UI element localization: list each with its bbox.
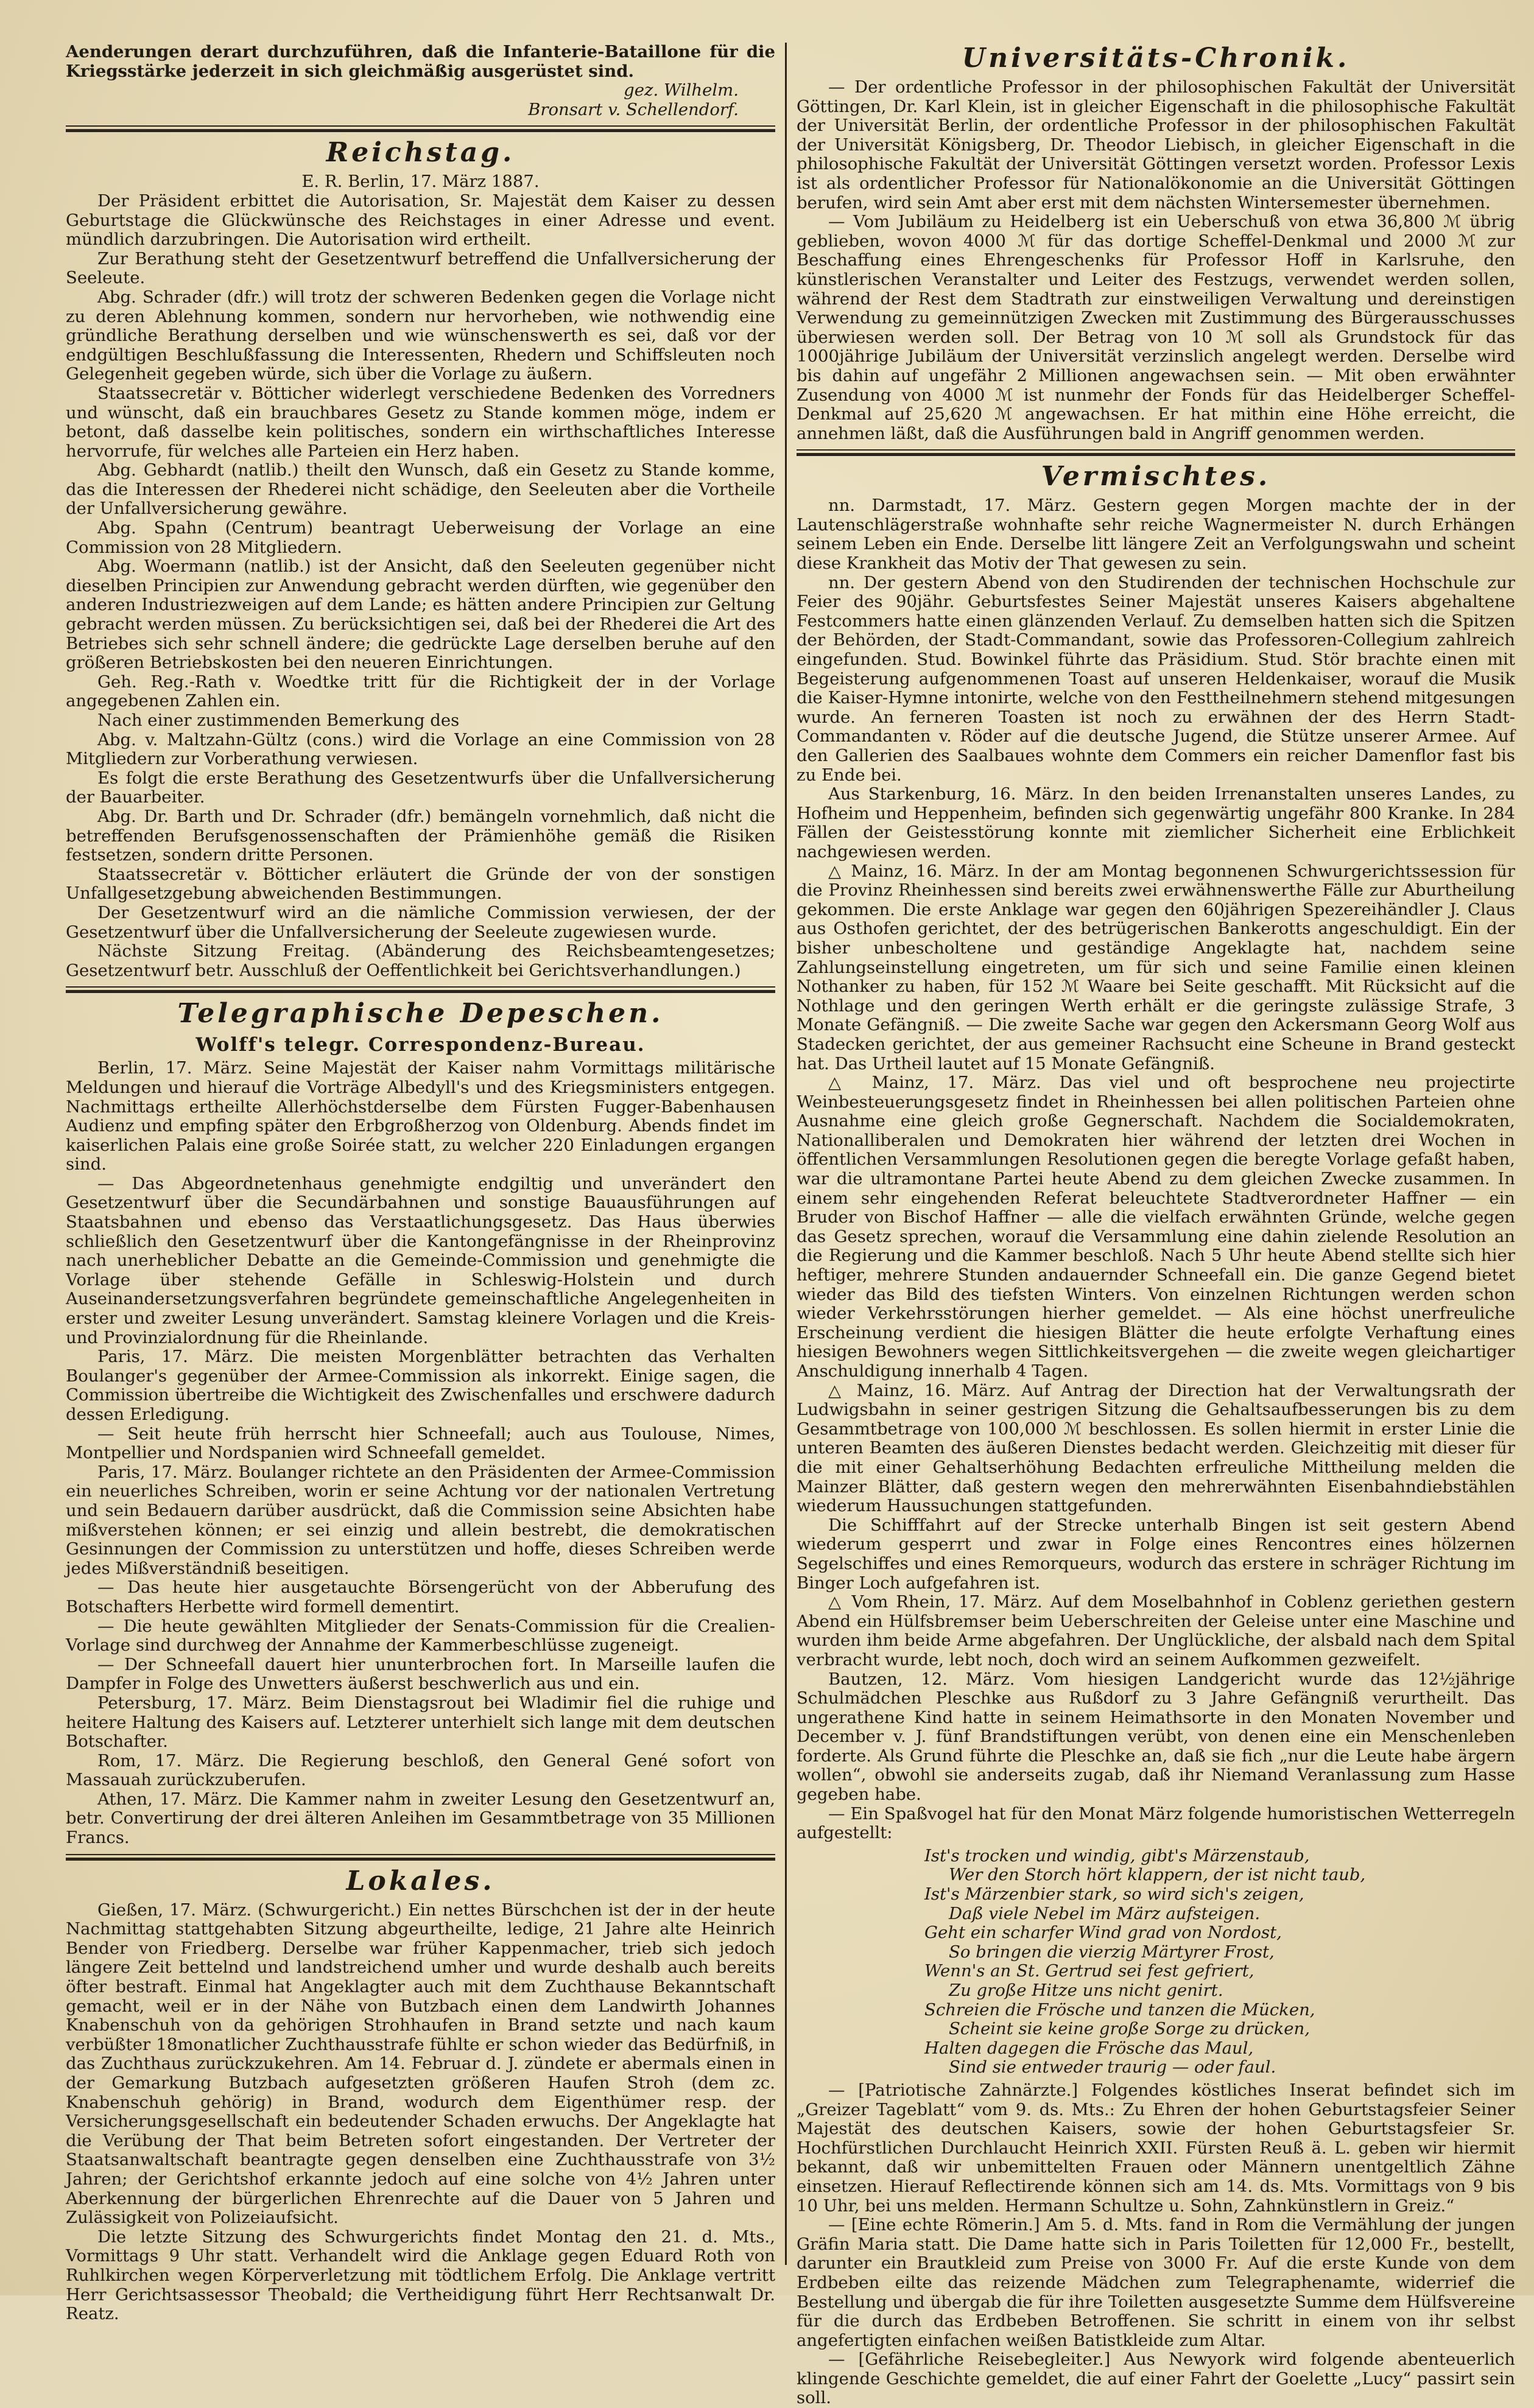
article-paragraph: Geh. Reg.-Rath v. Woedtke tritt für die Richtigkeit der in der Vorlage angegebenen Zahlen ein. (66, 672, 775, 711)
poem-line: Sind sie entweder traurig — oder faul. (949, 2057, 1276, 2077)
telegraph-heading: Telegraphische Depeschen. (177, 998, 664, 1030)
article-paragraph: Berlin, 17. März. Seine Majestät der Kaiser nahm Vormittags militärische Meldungen und hierauf die Vorträge Albedyll's und des Kriegsministers entgegen. Nachmittags ertheilte Allerhöchstderselbe dem Fürsten Fugger-Babenhausen Audienz und empfing später den Erbgroßherzog von Oldenburg. Abends findet im kaiserlichen Palais eine große Soirée statt, zu welcher 220 Einladungen ergangen sind. (66, 1058, 775, 1174)
telegraph-subheading: Wolff's telegr. Correspondenz-Bureau. (195, 1034, 646, 1056)
article-paragraph: Abg. Schrader (dfr.) will trotz der schweren Bedenken gegen die Vorlage nicht zu deren Ablehnung kommen, sondern nur hervorheben, wie nothwendig eine gründliche Berathung derselben und wie wünschenswerth es sei, daß vor der endgültigen Beschlußfassung die Interessenten, Rhedern und Schiffsleuten noch Gelegenheit gegeben würde, sich über die Vorlage zu äußern. (66, 287, 775, 384)
article-paragraph: — Seit heute früh herrscht hier Schneefall; auch aus Toulouse, Nimes, Montpellier und Nordspanien wird Schneefall gemeldet. (66, 1423, 775, 1463)
article-paragraph: △ Mainz, 16. März. Auf Antrag der Direction hat der Verwaltungsrath der Ludwigsbahn in seiner gestrigen Sitzung die Gehaltsaufbesserungen bis zu dem Gesammtbetrage von 100,000 ℳ beschlossen. Es sollen hiermit in erster Linie die unteren Beamten des äußeren Dienstes bedacht werden. Gleichzeitig mit dieser für die mit einer Gehaltserhöhung Bedachten erfreuliche Mittheilung melden die Mainzer Blätter, daß gestern wegen den mehrerwähnten Eisenbahndiebstählen wiederum Haussuchungen stattgefunden. (797, 1380, 1515, 1516)
signature-line-2: Bronsart v. Schellendorf. (528, 99, 739, 119)
article-paragraph: △ Vom Rhein, 17. März. Auf dem Moselbahnhof in Coblenz geriethen gestern Abend ein Hülfsbremser beim Ueberschreiten der Geleise unter eine Maschine und wurden ihm beide Arme abgefahren. Der Unglückliche, der alsbald nach dem Spital verbracht wurde, lebt noch, doch wird an seinem Aufkommen gezweifelt. (797, 1592, 1515, 1669)
section-divider (66, 986, 775, 993)
column-rule (785, 43, 787, 2265)
article-paragraph: nn. Der gestern Abend von den Studirenden der technischen Hochschule zur Feier des 90jähr. Geburtsfestes Seiner Majestät unseres Kaisers abgehaltene Festcommers hatte einen glänzenden Verlauf. Zu demselben hatten sich die Spitzen der Behörden, der Stadt-Commandant, sowie das Professoren-Collegium zahlreich eingefunden. Stud. Bowinkel führte das Präsidium. Stud. Stör brachte einen mit Begeisterung aufgenommenen Toast auf unseren Heldenkaiser, worauf die Musik die Kaiser-Hymne intonirte, welche von den Festtheilnehmern stehend mitgesungen wurde. An ferneren Toasten ist noch zu erwähnen der des Herrn Stadt-Commandanten v. Röder auf die deutsche Jugend, die Stütze unserer Armee. Auf den Gallerien des Saalbaues wohnte dem Commers ein reicher Damenflor fast bis zu Ende bei. (797, 572, 1515, 785)
poem-line: So bringen die vierzig Märtyrer Frost, (949, 1942, 1275, 1962)
poem-line: Ist's trocken und windig, gibt's Märzenstaub, (924, 1845, 1310, 1866)
signature-line-1: gez. Wilhelm. (624, 80, 739, 100)
lokales-body (66, 1901, 775, 2324)
poem-line: Geht ein scharfer Wind grad von Nordost, (924, 1923, 1282, 1943)
article-paragraph: — Der ordentliche Professor in der philosophischen Fakultät der Universität Göttingen, Dr. Karl Klein, ist in gleicher Eigenschaft in die philosophische Fakultät der Universität Berlin, der ordentliche Professor in der philosophischen Fakultät der Universität Königsberg, Dr. Theodor Liebisch, in gleicher Eigenschaft in die philosophische Fakultät der Universität Göttingen versetzt worden. Professor Lexis ist als ordentlicher Professor für Nationalökonomie an die Universität Göttingen berufen, wird sein Amt aber erst mit dem nächsten Wintersemester übernehmen. (797, 77, 1515, 212)
article-paragraph: nn. Darmstadt, 17. März. Gestern gegen Morgen machte der in der Lautenschlägerstraße wohnhafte sehr reiche Wagnermeister N. durch Erhängen seinem Leben ein Ende. Derselbe litt längere Zeit an Verfolgungswahn und scheint diese Krankheit das Motiv der That gewesen zu sein. (797, 496, 1515, 574)
chronik-heading: Universitäts-Chronik. (962, 43, 1350, 74)
article-paragraph: Die Schifffahrt auf der Strecke unterhalb Bingen ist seit gestern Abend wiederum gesperrt und zwar in Folge eines Rencontres eines hölzernen Segelschiffes und eines Remorqueurs, wodurch das erstere in schräger Richtung im Binger Loch aufgefahren ist. (797, 1515, 1515, 1593)
article-paragraph: — Das Abgeordnetenhaus genehmigte endgiltig und unverändert den Gesetzentwurf über die Secundärbahnen und sonstige Bauausführungen auf Staatsbahnen und ebenso das Verstaatlichungsgesetz. Das Haus überwies schließlich den Gesetzentwurf über die Kantongefängnisse in der Rheinprovinz nach unerheblicher Debatte an die Gemeinde-Commission und genehmigte die Vorlage über stehende Gefälle in Schleswig-Holstein und durch Auseinandersetzungsverfahren begründete gemeinschaftliche Angelegenheiten in erster und zweiter Lesung unverändert. Samstag kleinere Vorlagen und die Kreis- und Provinzialordnung für die Rheinlande. (66, 1173, 775, 1347)
article-paragraph: — [Eine echte Römerin.] Am 5. d. Mts. fand in Rom die Vermählung der jungen Gräfin Maria statt. Die Dame hatte sich in Paris Toiletten für 12,000 Fr., bestellt, darunter ein Brautkleid zum Preise von 3000 Fr. Auf die erste Kunde von dem Erdbeben eilte das reizende Mädchen zum Telegraphenamte, widerrief die Bestellung und übergab die für ihre Toiletten ausgesetzte Summe dem Hülfsvereine für die durch das Erdbeben Betroffenen. Sie schritt in einem von ihr selbst angefertigten einfachen weißen Batistkleide zum Altar. (797, 2215, 1515, 2350)
article-paragraph: Petersburg, 17. März. Beim Dienstagsrout bei Wladimir fiel die ruhige und heitere Haltung des Kaisers auf. Letzterer unterhielt sich lange mit dem deutschen Botschafter. (66, 1693, 775, 1752)
section-divider (66, 1854, 775, 1861)
article-paragraph: Rom, 17. März. Die Regierung beschloß, den General Gené sofort von Massauah zurückzuberufen. (66, 1750, 775, 1790)
poem-line: Wer den Storch hört klappern, der ist nicht taub, (949, 1865, 1366, 1885)
article-paragraph: Abg. v. Maltzahn-Gültz (cons.) wird die Vorlage an eine Commission von 28 Mitgliedern zur Vorberathung verwiesen. (66, 729, 775, 769)
intro-text: Aenderungen derart durchzuführen, daß die Infanterie-Bataillone für die Kriegsstärke jederzeit in sich gleichmäßig ausgerüstet sind. (66, 42, 775, 81)
vermischtes-heading: Vermischtes. (1041, 461, 1271, 493)
vermischtes-body (797, 496, 1515, 1843)
article-paragraph: Nach einer zustimmenden Bemerkung des (97, 711, 460, 730)
right-column (797, 43, 1515, 2408)
article-paragraph: Staatssecretär v. Bötticher erläutert die Gründe der von der sonstigen Unfallgesetzgebung abweichenden Bestimmungen. (66, 864, 775, 904)
article-paragraph: — Der Schneefall dauert hier ununterbrochen fort. In Marseille laufen die Dampfer in Folge des Unwetters äußerst beschwerlich aus und ein. (66, 1654, 775, 1694)
article-paragraph: — Das heute hier ausgetauchte Börsengerücht von der Abberufung des Botschafters Herbette wird formell dementirt. (66, 1578, 775, 1616)
poem-line: Daß viele Nebel im März aufsteigen. (949, 1903, 1261, 1923)
article-paragraph: Die letzte Sitzung des Schwurgerichts findet Montag den 21. d. Mts., Vormittags 9 Uhr statt. Verhandelt wird die Anklage gegen Eduard Roth von Ruhlkirchen wegen Körperverletzung mit tödtlichem Erfolg. Die Anklage vertritt Herr Gerichtsassessor Theobald; die Vertheidigung führt Herr Rechtsanwalt Dr. Reatz. (66, 2227, 775, 2324)
section-divider (797, 449, 1515, 456)
article-paragraph: Abg. Gebhardt (natlib.) theilt den Wunsch, daß ein Gesetz zu Stande komme, das die Interessen der Rhederei nicht schädige, den Seeleuten aber die Vortheile der Unfallversicherung gewähre. (66, 460, 775, 519)
article-paragraph: — [Patriotische Zahnärzte.] Folgendes köstliches Inserat befindet sich im „Greizer Tageblatt“ vom 9. ds. Mts.: Zu Ehren der hohen Geburtstagsfeier Seiner Majestät des deutschen Kaisers, sowie der hohen Geburtstagsfeier Sr. Hochfürstlichen Durchlaucht Heinrich XXII. Fürsten Reuß ä. L. geben wir hiermit bekannt, daß wir unbemittelten Frauen oder Männern unentgeltlich Zähne einsetzen. Hierauf Reflectirende können sich am 14. ds. Mts. Vormittags von 9 bis 10 Uhr, bei uns melden. Hermann Schultze u. Sohn, Zahnkünstlern in Greiz.“ (797, 2080, 1515, 2216)
article-paragraph: Aus Starkenburg, 16. März. In den beiden Irrenanstalten unseres Landes, zu Hofheim und Heppenheim, befinden sich gegenwärtig ungefähr 800 Kranke. In 284 Fällen der Geistesstörung konnte mit ziemlicher Sicherheit eine Erblichkeit nachgewiesen werden. (797, 784, 1515, 862)
left-column (66, 42, 775, 2324)
article-paragraph: Zur Berathung steht der Gesetzentwurf betreffend die Unfallversicherung der Seeleute. (66, 248, 775, 288)
vermischtes-body-continued (797, 2081, 1515, 2408)
article-paragraph: Paris, 17. März. Boulanger richtete an den Präsidenten der Armee-Commission ein neuerliches Schreiben, worin er seine Achtung vor der nationalen Vertretung und sein Bedauern darüber ausdrückt, daß die Commission seine Absichten habe mißverstehen können; er sei einzig und allein bestrebt, die demokratischen Gesinnungen der Commission zu unterstützen und hoffe, dieses Schreiben werde jedes Mißverständniß beseitigen. (66, 1462, 775, 1578)
poem-line: Scheint sie keine große Sorge zu drücken, (949, 2019, 1310, 2039)
lokales-heading: Lokales. (346, 1865, 495, 1897)
poem-line: Schreien die Frösche und tanzen die Mücken, (924, 1999, 1315, 2020)
intro-signature (66, 81, 775, 119)
article-paragraph: Athen, 17. März. Die Kammer nahm in zweiter Lesung den Gesetzentwurf an, betr. Convertirung der drei älteren Anleihen im Gesammtbetrage von 35 Millionen Francs. (66, 1789, 775, 1848)
article-paragraph: — Vom Jubiläum zu Heidelberg ist ein Ueberschuß von etwa 36,800 ℳ übrig geblieben, wovon 4000 ℳ für das dortige Scheffel-Denkmal und 2000 ℳ zur Beschaffung eines Ehrengeschenks für Professor Hoff in Karlsruhe, den künstlerischen Veranstalter und Leiter des Festzugs, verwendet werden sollen, während der Rest dem Stadtrath zur einstweiligen Verwaltung und dereinstigen Verwendung zu gemeinnützigen Zwecken mit Zustimmung des Bürgerausschusses überwiesen werden soll. Der Betrag von 10 ℳ soll als Grundstock für das 1000jährige Jubiläum der Universität verzinslich angelegt werden. Derselbe wird bis dahin auf ungefähr 2 Millionen angewachsen sein. — Mit oben erwähnter Zusendung von 4000 ℳ ist nunmehr der Fonds für das Heidelberger Scheffel-Denkmal auf 25,620 ℳ angewachsen. Er hat mithin eine Höhe erreicht, die annehmen läßt, daß die Ausführungen bald in Angriff genommen werden. (797, 212, 1515, 443)
poem-line: Halten dagegen die Frösche das Maul, (924, 2038, 1254, 2058)
article-paragraph: Nächste Sitzung Freitag. (Abänderung des Reichsbeamtengesetzes; Gesetzentwurf betr. Ausschluß der Oeffentlichkeit bei Gerichtsverhandlungen.) (66, 941, 775, 980)
poem-line: Wenn's an St. Gertrud sei fest gefriert, (924, 1961, 1254, 1981)
article-paragraph: Bautzen, 12. März. Vom hiesigen Landgericht wurde das 12½jährige Schulmädchen Pleschke aus Rußdorf zu 3 Jahre Gefängniß verurtheilt. Das ungerathene Kind hatte in seinem Heimathsorte in den Monaten November und December v. J. fünf Brandstiftungen verübt, von denen eine ein Menschenleben forderte. Als Grund führte die Pleschke an, daß sie fich „nur die Leute habe ärgern wollen“, obwohl sie anderseits zugab, daß ihr Niemand Veranlassung zum Hasse gegeben habe. (797, 1669, 1515, 1805)
article-paragraph: — Die heute gewählten Mitglieder der Senats-Commission für die Crealien-Vorlage sind durchweg der Annahme der Kammerbeschlüsse zugeneigt. (66, 1616, 775, 1655)
article-paragraph: Es folgt die erste Berathung des Gesetzentwurfs über die Unfallversicherung der Bauarbeiter. (66, 768, 775, 807)
article-paragraph: Staatssecretär v. Bötticher widerlegt verschiedene Bedenken des Vorredners und wünscht, daß ein brauchbares Gesetz zu Stande kommen möge, indem er betont, daß dasselbe kein politisches, sondern ein wirthschaftliches Interesse hervorrufe, für welches alle Parteien ein Herz haben. (66, 383, 775, 461)
article-paragraph: △ Mainz, 16. März. In der am Montag begonnenen Schwurgerichtssession für die Provinz Rheinhessen sind bereits zwei erwähnenswerthe Fälle zur Aburtheilung gekommen. Die erste Anklage war gegen den 60jährigen Spezereihändler J. Claus aus Osthofen gerichtet, der des betrügerischen Bankerotts angeschuldigt. Ein der bisher unbescholtene und geständige Angeklagte hat, nachdem seine Zahlungseinstellung eingetreten, um für sich und seine Familie einen kleinen Nothanker zu haben, für 152 ℳ Waare bei Seite geschafft. Mit Rücksicht auf die Nothlage und den geringen Werth erhält er die geringste zulässige Strafe, 3 Monate Gefängniß. — Die zweite Sache war gegen den Ackersmann Georg Wolf aus Stadecken gerichtet, der aus gemeiner Rachsucht eine Scheune in Brand gesteckt hat. Das Urtheil lautet auf 15 Monate Gefängniß. (797, 861, 1515, 1073)
reichstag-dateline: E. R. Berlin, 17. März 1887. (301, 172, 540, 192)
article-paragraph: Abg. Woermann (natlib.) ist der Ansicht, daß den Seeleuten gegenüber nicht dieselben Principien zur Anwendung gebracht werden dürften, wie gegenüber den anderen Industriezweigen auf dem Lande; es hätten andere Principien zur Geltung gebracht werden müssen. Zu berücksichtigen sei, daß bei der Rhederei die Art des Betriebes sich sehr schnell ändere; die gedrückte Lage derselben beruhe auf den größeren Betriebskosten bei den neueren Einrichtungen. (66, 556, 775, 673)
article-paragraph: — [Gefährliche Reisebegleiter.] Aus Newyork wird folgende abenteuerlich klingende Geschichte gemeldet, die auf einer Fahrt der Goelette „Lucy“ passirt sein soll. (797, 2350, 1515, 2408)
article-paragraph: Der Gesetzentwurf wird an die nämliche Commission verwiesen, der der Gesetzentwurf über die Unfallversicherung der Seeleute zugewiesen wurde. (66, 902, 775, 942)
reichstag-body (66, 192, 775, 980)
chronik-body (797, 78, 1515, 443)
poem-line: Ist's Märzenbier stark, so wird sich's zeigen, (924, 1884, 1304, 1904)
article-paragraph: △ Mainz, 17. März. Das viel und oft besprochene neu projectirte Weinbesteuerungsgesetz findet in Rheinhessen bei allen politischen Parteien ohne Ausnahme eine gleich große Gegnerschaft. Nachdem die Socialdemokraten, Nationalliberalen und Demokraten hier während der letzten drei Wochen in öffentlichen Versammlungen Resolutionen gegen die beregte Vorlage gefaßt haben, war die ultramontane Partei heute Abend zu dem gleichen Zwecke zusammen. In einem sehr eingehenden Referat beleuchtete Stadtverordneter Haffner — ein Bruder von Bischof Haffner — alle die vielfach erwähnten Gründe, welche gegen das Gesetz sprechen, worauf die Versammlung eine dahin zielende Resolution an die Regierung und die Kammer beschloß. Nach 5 Uhr heute Abend stellte sich hier heftiger, mehrere Stunden andauernder Schneefall ein. Die ganze Gegend bietet wieder das Bild des tiefsten Winters. Von einzelnen Richtungen werden schon wieder Verkehrsstörungen hierher gemeldet. — Als eine höchst unerfreuliche Erscheinung verdient die hiesigen Blätter die heute erfolgte Verhaftung eines hiesigen Bewohners wegen Sittlichkeitsvergehen — die zweite wegen gleichartiger Anschuldigung innerhalb 4 Tagen. (797, 1073, 1515, 1381)
article-paragraph: Gießen, 17. März. (Schwurgericht.) Ein nettes Bürschchen ist der in der heute Nachmittag stattgehabten Sitzung abgeurtheilte, ledige, 21 Jahre alte Heinrich Bender von Friedberg. Derselbe war früher Kappenmacher, trieb sich jedoch längere Zeit bettelnd und landstreichend umher und wurde deshalb auch bereits öfter bestraft. Einmal hat Angeklagter auch mit dem Zuchthause Bekanntschaft gemacht, weil er in der Nähe von Butzbach einen dem Landwirth Johannes Knabenschuh von da gehörigen Strohhaufen in Brand setzte und nach kaum verbüßter 18monatlicher Zuchthausstrafe fühlte er schon wieder das Bedürfniß, in das Zuchthaus zurückzukehren. Am 14. Februar d. J. zündete er abermals einen in der Gemarkung Butzbach aufgesetzten größeren Haufen Stroh (dem zc. Knabenschuh gehörig) in Brand, wodurch dem Eigenthümer resp. der Versicherungsgesellschaft ein bedeutender Schaden erwuchs. Der Angeklagte hat die Verübung der That beim Betreten sofort eingestanden. Der Vertreter der Staatsanwaltschaft beantragte gegen denselben eine Zuchthausstrafe von 3½ Jahren; der Gerichtshof erkannte jedoch auf eine solche von 4½ Jahren unter Aberkennung der bürgerlichen Ehrenrechte auf die Dauer von 5 Jahren und Zulässigkeit von Polizeiaufsicht. (66, 1900, 775, 2228)
article-paragraph: Paris, 17. März. Die meisten Morgenblätter betrachten das Verhalten Boulanger's gegenüber der Armee-Commission als inkorrekt. Einige sagen, die Commission übertreibe die Wichtigkeit des Zwischenfalles und erschwere dadurch dessen Erledigung. (66, 1347, 775, 1424)
reichstag-heading: Reichstag. (326, 137, 515, 169)
article-paragraph: Abg. Dr. Barth und Dr. Schrader (dfr.) bemängeln vornehmlich, daß nicht die betreffenden Berufsgenossenschaften der Prämienhöhe gemäß die Risiken festsetzen, sondern dritte Personen. (66, 806, 775, 865)
poem-line: Zu große Hitze uns nicht genirt. (949, 1981, 1223, 2000)
article-paragraph: — Ein Spaßvogel hat für den Monat März folgende humoristischen Wetterregeln aufgestellt: (797, 1803, 1515, 1843)
section-divider (66, 125, 775, 132)
article-paragraph: Der Präsident erbittet die Autorisation, Sr. Majestät dem Kaiser zu dessen Geburtstage die Glückwünsche des Reichstages in einer Adresse und event. mündlich darzubringen. Die Autorisation wird ertheilt. (66, 191, 775, 250)
weather-poem (924, 1847, 1515, 2077)
article-paragraph: Abg. Spahn (Centrum) beantragt Ueberweisung der Vorlage an eine Commission von 28 Mitgliedern. (66, 518, 775, 557)
telegraph-body (66, 1059, 775, 1847)
